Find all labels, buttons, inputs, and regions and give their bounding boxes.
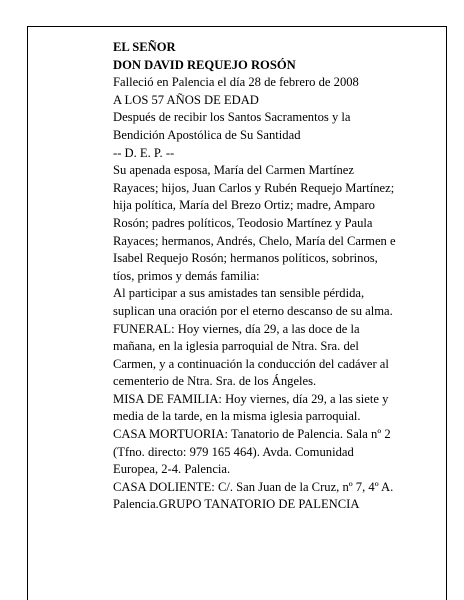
sacraments-paragraph: [113, 109, 453, 144]
text-line: media de la tarde, en la misma iglesia parroquial.: [113, 409, 361, 424]
text-line: Bendición Apostólica de Su Santidad: [113, 127, 301, 142]
obituary-notice: [113, 39, 453, 514]
deceased-title: EL SEÑOR: [113, 40, 176, 54]
text-line: A LOS 57 AÑOS DE EDAD: [113, 92, 259, 107]
funeral-paragraph: [113, 321, 453, 391]
family-mass-paragraph: [113, 391, 453, 426]
text-line: Rayaces; hijos, Juan Carlos y Rubén Requejo Martínez;: [113, 180, 395, 195]
text-line: (Tfno. directo: 979 165 464). Avda. Comunidad: [113, 444, 354, 459]
age-paragraph: [113, 92, 453, 110]
text-line: Carmen, y a continuación la conducción del cadáver al: [113, 356, 389, 371]
deceased-name: DON DAVID REQUEJO ROSÓN: [113, 57, 296, 72]
text-line: Rosón; padres políticos, Teodosio Martínez y Paula: [113, 215, 373, 230]
text-line: Al participar a sus amistades tan sensible pérdida,: [113, 286, 365, 301]
text-line: FUNERAL: Hoy viernes, día 29, a las doce de la: [113, 321, 360, 336]
text-line: Rayaces; hermanos, Andrés, Chelo, María del Carmen e: [113, 233, 396, 248]
text-line: cementerio de Ntra. Sra. de los Ángeles.: [113, 374, 317, 389]
text-line: Después de recibir los Santos Sacramentos y la: [113, 110, 351, 125]
funeral-home-paragraph: [113, 426, 453, 479]
family-paragraph: [113, 162, 453, 285]
prayer-request-paragraph: [113, 285, 453, 320]
mourning-house-paragraph: [113, 479, 453, 514]
rip-paragraph: [113, 145, 453, 163]
text-line: Palencia.GRUPO TANATORIO DE PALENCIA: [113, 497, 360, 512]
text-line: Falleció en Palencia el día 28 de febrero de 2008: [113, 75, 359, 90]
text-line: hija política, María del Brezo Ortiz; madre, Amparo: [113, 198, 375, 213]
text-line: CASA DOLIENTE: C/. San Juan de la Cruz, nº 7, 4º A.: [113, 479, 394, 494]
text-line: MISA DE FAMILIA: Hoy viernes, día 29, a las siete y: [113, 391, 389, 406]
text-line: Isabel Requejo Rosón; hermanos políticos, sobrinos,: [113, 251, 378, 266]
text-line: tíos, primos y demás familia:: [113, 268, 260, 283]
text-line: Su apenada esposa, María del Carmen Martínez: [113, 163, 354, 178]
text-line: suplican una oración por el eterno descanso de su alma.: [113, 303, 393, 318]
text-line: CASA MORTUORIA: Tanatorio de Palencia. Sala nº 2: [113, 427, 391, 442]
text-line: mañana, en la iglesia parroquial de Ntra. Sra. del: [113, 339, 359, 354]
text-line: -- D. E. P. --: [113, 145, 175, 160]
text-line: Europea, 2-4. Palencia.: [113, 462, 231, 477]
death-date-paragraph: [113, 74, 453, 92]
